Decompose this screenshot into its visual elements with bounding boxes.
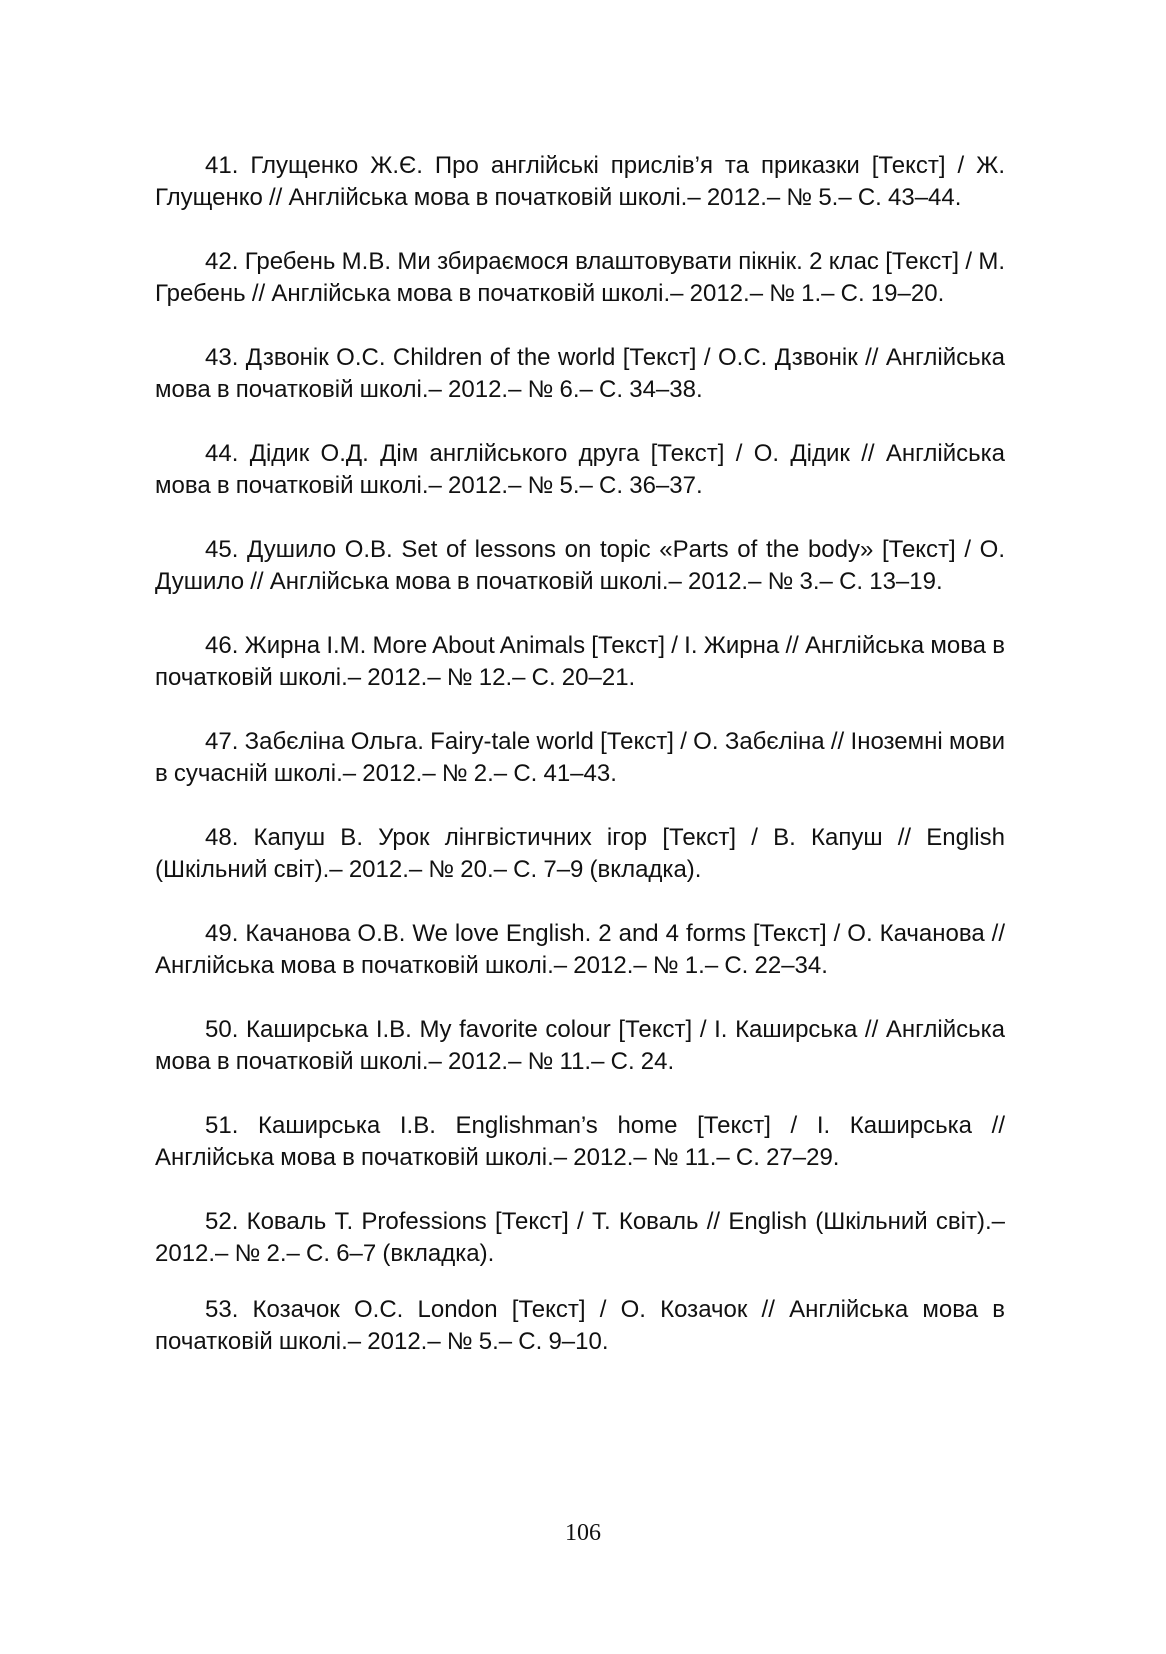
bibliography-entry-45: 45. Душило О.В. Set of lessons on topic «Parts of the body» [Текст] / О. Душило // Англійська мова в початковій школі.– 2012.– № 3.– С. 13–19. [155,536,1005,595]
bibliography-entry-47: 47. Забєліна Ольга. Fairy-tale world [Текст] / О. Забєліна // Іноземні мови в сучасній школі.– 2012.– № 2.– С. 41–43. [155,728,1005,787]
bibliography-entry-41: 41. Глущенко Ж.Є. Про англійські прислів’я та приказки [Текст] / Ж. Глущенко // Англійська мова в початковій школі.– 2012.– № 5.– С. 43–44. [155,152,1005,211]
bibliography-entry-51: 51. Каширська І.В. Englishman’s home [Текст] / І. Каширська // Англійська мова в початковій школі.– 2012.– № 11.– С. 27–29. [155,1112,1006,1171]
bibliography-entry-44: 44. Дідик О.Д. Дім англійського друга [Текст] / О. Дідик // Англійська мова в початковій школі.– 2012.– № 5.– С. 36–37. [155,440,1005,499]
bibliography-entry-50: 50. Каширська І.В. My favorite colour [Текст] / І. Каширська // Англійська мова в початковій школі.– 2012.– № 11.– С. 24. [155,1016,1005,1075]
bibliography-entry-49: 49. Качанова О.В. We love English. 2 and 4 forms [Текст] / О. Качанова // Англійська мова в початковій школі.– 2012.– № 1.– С. 22–34. [155,920,1005,979]
bibliography-entry-48: 48. Капуш В. Урок лінгвістичних ігор [Текст] / В. Капуш // English (Шкільний світ).– 2012.– № 20.– С. 7–9 (вкладка). [155,824,1005,883]
bibliography-list [155,150,1005,1358]
page-number: 106 [565,1520,601,1546]
bibliography-entry-46: 46. Жирна І.М. More About Animals [Текст] / І. Жирна // Англійська мова в початковій школі.– 2012.– № 12.– С. 20–21. [155,632,1005,691]
bibliography-entry-42: 42. Гребень М.В. Ми збираємося влаштовувати пікнік. 2 клас [Текст] / М. Гребень // Англійська мова в початковій школі.– 2012.– № 1.– С. 19–20. [155,248,1005,307]
bibliography-entry-43: 43. Дзвонік О.С. Children of the world [Текст] / О.С. Дзвонік // Англійська мова в початковій школі.– 2012.– № 6.– С. 34–38. [155,344,1005,403]
bibliography-entry-53: 53. Козачок О.С. London [Текст] / О. Козачок // Англійська мова в початковій школі.– 2012.– № 5.– С. 9–10. [155,1296,1005,1355]
bibliography-entry-52: 52. Коваль Т. Professions [Текст] / Т. Коваль // English (Шкільний світ).– 2012.– № 2.– С. 6–7 (вкладка). [155,1208,1006,1267]
